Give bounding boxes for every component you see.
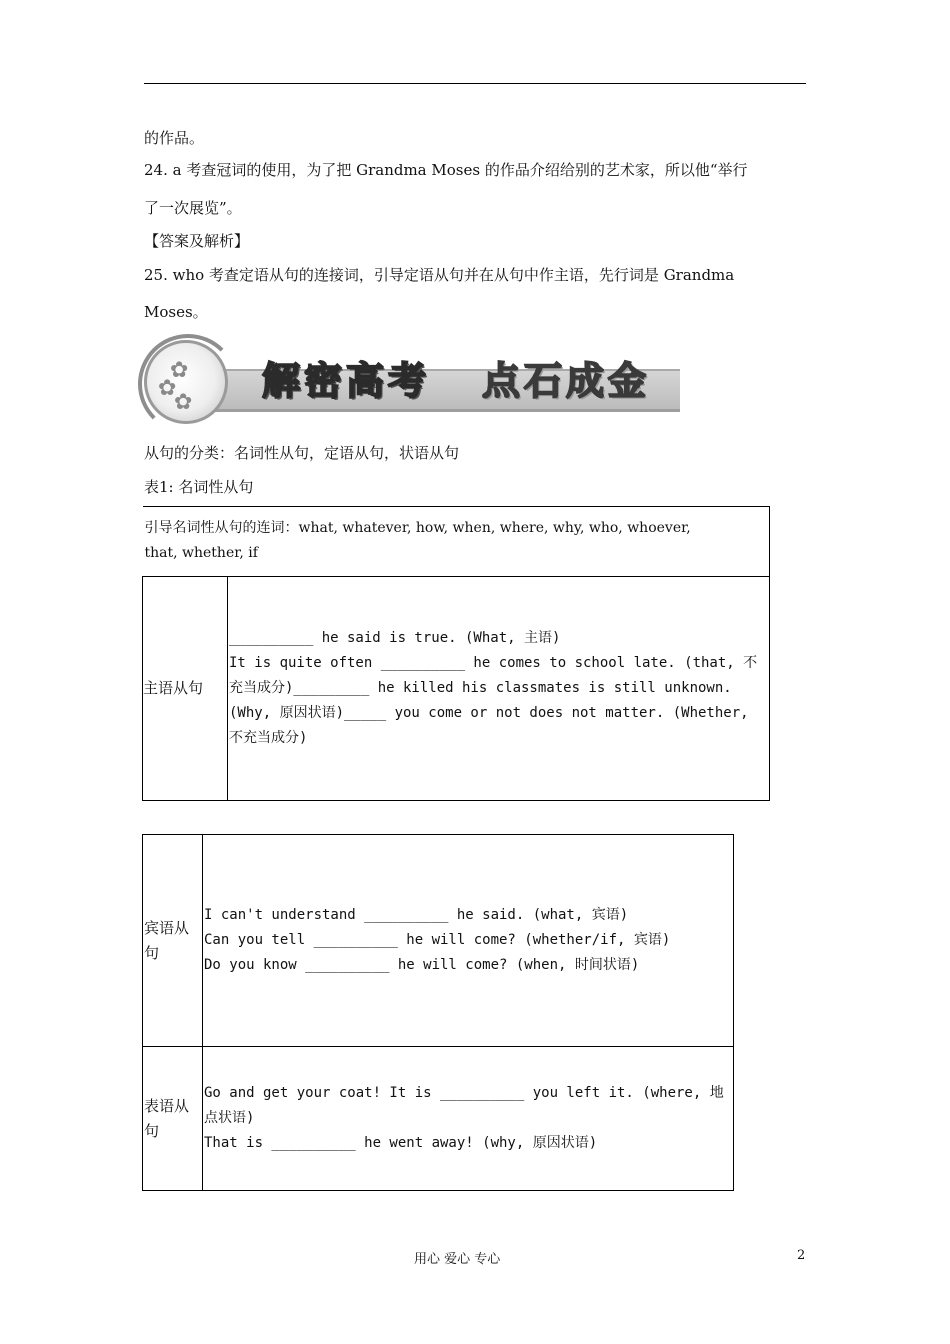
row-line: Go and get your coat! It is __________ you left it. (where, 地 xyxy=(204,1085,724,1101)
row-line: Do you know __________ he will come? (when, 时间状语) xyxy=(204,957,640,973)
row-line: I can't understand __________ he said. (what, 宾语) xyxy=(204,907,629,923)
banner-title-left: 解密高考 xyxy=(262,359,431,403)
header-line-2: that, whether, if xyxy=(144,544,258,561)
row-line: __________ he said is true. (What, 主语) xyxy=(229,630,561,646)
row-content xyxy=(203,835,734,1047)
clause-intro: 从句的分类：名词性从句，定语从句，状语从句 xyxy=(144,444,460,462)
row-label: 主语从句 xyxy=(143,577,228,801)
rose-icon: ✿ xyxy=(158,376,177,401)
row-line: It is quite often __________ he comes to school late. (that, 不 xyxy=(229,655,758,671)
row-label: 宾语从句 xyxy=(143,835,203,1047)
table-header-row xyxy=(143,507,770,577)
header-rule xyxy=(144,83,806,84)
rose-icon: ✿ xyxy=(174,390,193,415)
rose-icon: ✿ xyxy=(170,358,189,383)
row-line: (Why, 原因状语)_____ you come or not does not matter. (Whether, xyxy=(229,705,749,721)
answer-heading: 【答案及解析】 xyxy=(144,232,250,250)
table-row xyxy=(143,1047,734,1191)
row-content xyxy=(228,577,770,801)
table-header-cell xyxy=(143,507,770,577)
question-25-line-2: Moses。 xyxy=(144,303,208,321)
header-line-1: 引导名词性从句的连词：what, whatever, how, when, where, why, who, whoever, xyxy=(144,519,691,536)
question-25-line-1: 25. who 考查定语从句的连接词，引导定语从句并在从句中作主语，先行词是 Grandma xyxy=(144,266,735,284)
row-content xyxy=(203,1047,734,1191)
section-banner xyxy=(144,336,684,422)
row-line: 充当成分)_________ he killed his classmates is still unknown. xyxy=(229,680,732,696)
table-row xyxy=(143,577,770,801)
table-noun-clauses-continued xyxy=(142,834,734,1191)
question-24-line-2: 了一次展览”。 xyxy=(144,199,242,217)
table-row xyxy=(143,835,734,1047)
banner-title-right: 点石成金 xyxy=(482,359,651,403)
question-24-line-1: 24. a 考查冠词的使用，为了把 Grandma Moses 的作品介绍给别的艺术家，所以他“举行 xyxy=(144,161,748,179)
page-footer: 用心 爱心 专心 xyxy=(414,1252,501,1267)
row-label: 表语从句 xyxy=(143,1047,203,1191)
page-number: 2 xyxy=(797,1248,806,1263)
text-line-1: 的作品。 xyxy=(144,129,205,147)
row-line: That is __________ he went away! (why, 原因状语) xyxy=(204,1135,598,1151)
row-line: Can you tell __________ he will come? (whether/if, 宾语) xyxy=(204,932,671,948)
row-line: 点状语) xyxy=(204,1110,255,1126)
row-line: 不充当成分) xyxy=(229,730,308,746)
table-noun-clauses xyxy=(142,506,770,801)
table-caption: 表1: 名词性从句 xyxy=(144,478,254,496)
